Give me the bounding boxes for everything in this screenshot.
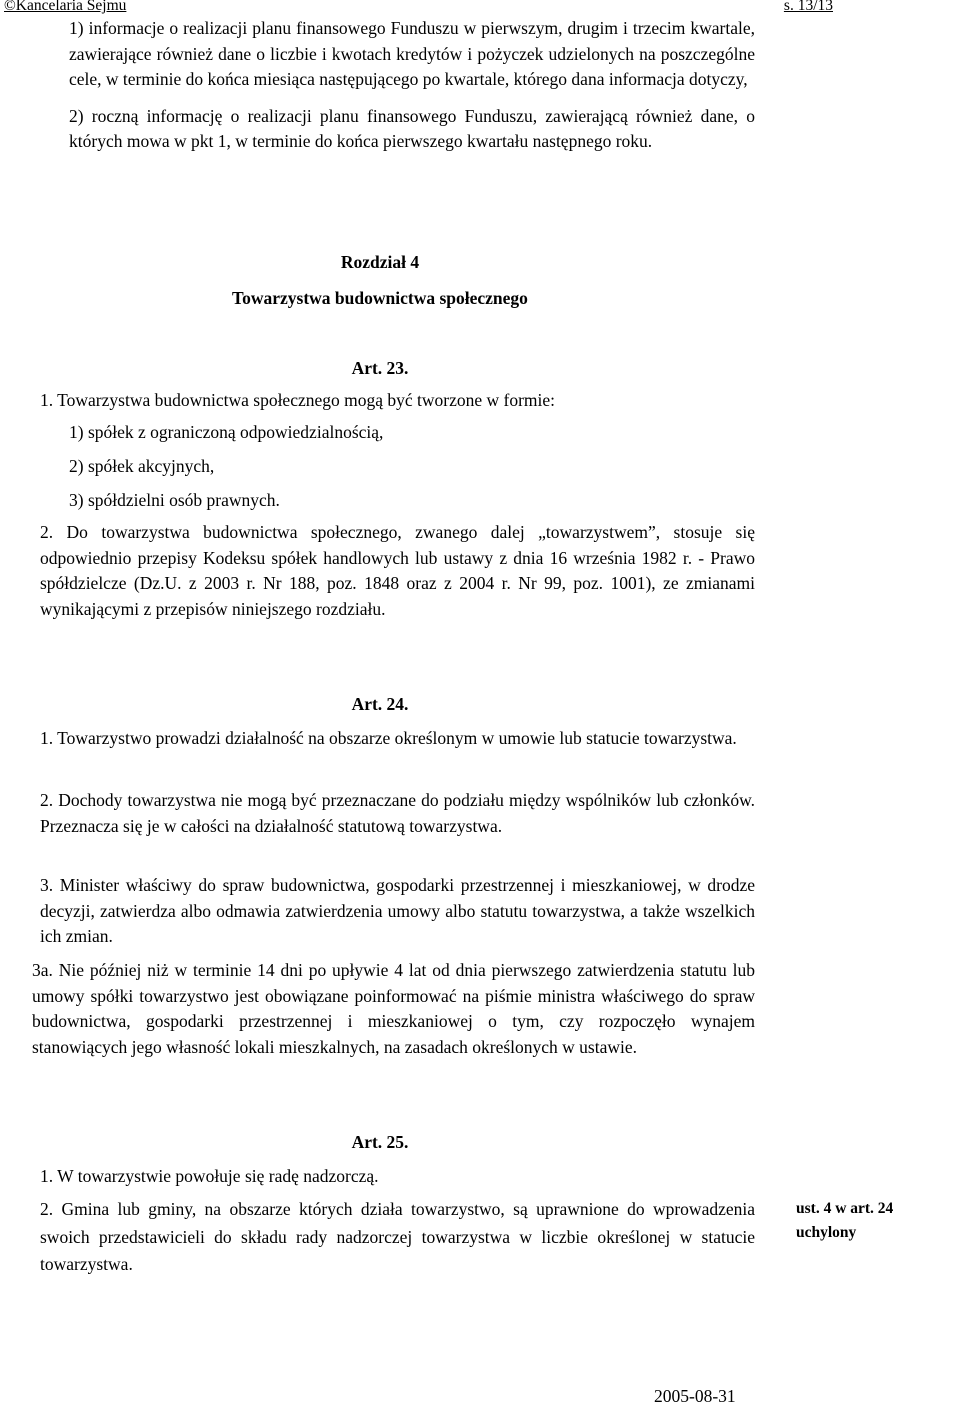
publisher-header: ©Kancelaria Sejmu: [4, 0, 127, 14]
art-24-par-1-text: 1. Towarzystwo prowadzi działalność na obszarze określonym w umowie lub statucie towarzystwa.: [40, 728, 737, 748]
art-25-par-2: [40, 1196, 755, 1279]
art-24-par-2: [40, 788, 755, 839]
art-24-par-3a-text: 3a. Nie później niż w terminie 14 dni po upływie 4 lat od dnia pierwszego zatwierdzenia statutu lub umowy spółki towarzystwo jest obowiązane poinformować na piśmie ministra właściwego do spraw budownictwa, gospodarki przestrzennej i mieszkaniowej o tym, czy rozpoczęło wynajem stanowiących jego własność lokali mieszkalnych, na zasadach określonych w ustawie.: [32, 960, 755, 1057]
art-23-par-2: [40, 520, 755, 622]
art-24-par-3: [40, 873, 755, 950]
chapter-title: Towarzystwa budownictwa społecznego: [232, 288, 528, 308]
page-number: s. 13/13: [783, 0, 833, 14]
list-item-2: 2) roczną informację o realizacji planu finansowego Funduszu, zawierającą również dane, o których mowa w pkt 1, w terminie do końca pierwszego kwartału następnego roku.: [69, 105, 755, 151]
art-23-item-2: 2) spółek akcyjnych,: [69, 456, 215, 476]
list-item-1: 1) informacje o realizacji planu finansowego Funduszu w pierwszym, drugim i trzecim kwartale, zawierające również dane o liczbie i kwotach kredytów i pożyczek udzielonych na poszczególne cele, w terminie do końca miesiąca następującego po kwartale, którego dana informacja dotyczy,: [69, 18, 755, 89]
top-list: [69, 16, 755, 155]
art-24-par-2-text: 2. Dochody towarzystwa nie mogą być przeznaczane do podziału między wspólników lub członków. Przeznacza się je w całości na działalność statutową towarzystwa.: [40, 790, 755, 836]
art-23-heading: Art. 23.: [351, 358, 409, 378]
art-24-par-1: [40, 726, 755, 752]
art-24-par-3-text: 3. Minister właściwy do spraw budownictwa, gospodarki przestrzennej i mieszkaniowej, w drodze decyzji, zatwierdza albo odmawia zatwierdzenia umowy albo statutu towarzystwa, a także wszelkich ich zmian.: [40, 875, 755, 946]
art-25-par-1: [40, 1164, 755, 1190]
art-25-heading: Art. 25.: [351, 1132, 409, 1152]
art-25-par-1-text: 1. W towarzystwie powołuje się radę nadzorczą.: [40, 1166, 379, 1186]
margin-note: ust. 4 w art. 24 uchylony: [796, 1200, 894, 1241]
art-24-par-3a: [32, 958, 755, 1060]
chapter-number: Rozdział 4: [340, 252, 420, 272]
art-23-item-3: 3) spółdzielni osób prawnych.: [69, 490, 280, 510]
art-23-par-1: [40, 388, 755, 414]
footer-date: 2005-08-31: [654, 1386, 736, 1406]
art-23-par-2-text: 2. Do towarzystwa budownictwa społecznego, zwanego dalej „towarzystwem”, stosuje się odpowiednio przepisy Kodeksu spółek handlowych lub ustawy z dnia 16 września 1982 r. - Prawo spółdzielcze (Dz.U. z 2003 r. Nr 188, poz. 1848 oraz z 2004 r. Nr 99, poz. 1001), ze zmianami wynikającymi z przepisów niniejszego rozdziału.: [40, 522, 755, 619]
art-24-heading: Art. 24.: [351, 694, 409, 714]
art-23-item-1: 1) spółek z ograniczoną odpowiedzialnością,: [69, 422, 384, 442]
art-25-par-2-text: 2. Gmina lub gminy, na obszarze których działa towarzystwo, są uprawnione do wprowadzenia swoich przedstawicieli do składu rady nadzorczej towarzystwa w liczbie określonej w statucie towarzystwa.: [40, 1199, 755, 1274]
art-23-par-1-text: 1. Towarzystwa budownictwa społecznego mogą być tworzone w formie:: [40, 390, 556, 410]
